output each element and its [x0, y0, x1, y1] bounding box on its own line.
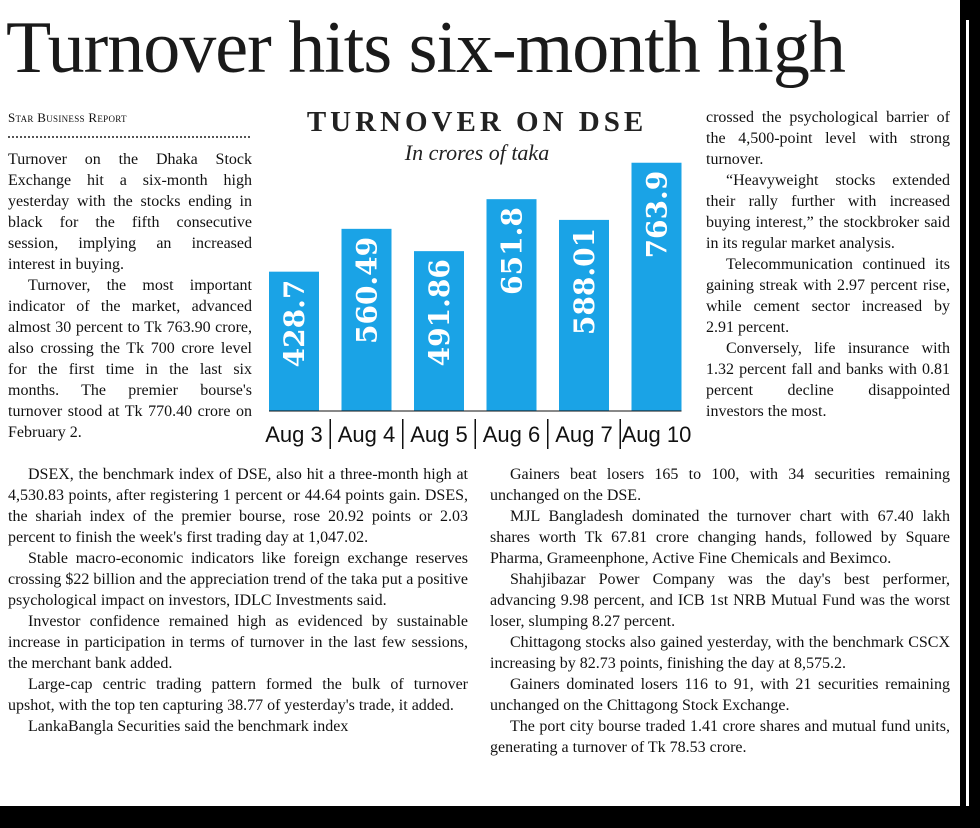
paragraph: Conversely, life insurance with 1.32 percent fall and banks with 0.81 percent decline disappointed investors the most.	[706, 340, 950, 420]
bar-value-label: 428.7	[278, 279, 311, 368]
x-tick-label: Aug 6	[482, 422, 541, 447]
x-tick-label: Aug 4	[337, 422, 396, 447]
bar-value-label: 560.49	[350, 236, 384, 345]
bar-value-label: 491.86	[423, 259, 456, 367]
article-lower-right	[490, 464, 950, 758]
paragraph: Large-cap centric trading pattern formed the bulk of turnover upshot, with the top ten capturing 38.77 of yesterday's trade, it added.	[8, 676, 468, 714]
bar-value-label: 588.01	[568, 227, 601, 336]
paragraph: Investor confidence remained high as evidenced by sustainable increase in participation in terms of turnover in the last few sessions, the merchant bank added.	[8, 613, 468, 672]
paragraph: MJL Bangladesh dominated the turnover chart with 67.40 lakh shares worth Tk 67.81 crore changing hands, followed by Square Pharma, Grameenphone, Active Fine Chemicals and Beximco.	[490, 508, 950, 567]
article-column-3	[706, 107, 950, 422]
article-lower-left	[8, 464, 468, 737]
paragraph: Shahjibazar Power Company was the day's best performer, advancing 9.98 percent, and ICB 1st NRB Mutual Fund was the worst loser, slumping 8.27 percent.	[490, 571, 950, 630]
page-edge-rule	[966, 20, 969, 806]
bar-value-label: 763.9	[640, 170, 674, 259]
headline: Turnover hits six-month high	[6, 7, 845, 89]
paragraph: Stable macro-economic indicators like foreign exchange reserves crossing $22 billion and the appreciation trend of the taka put a positive psychological impact on investors, IDLC Investments said.	[8, 550, 468, 609]
x-tick-label: Aug 10	[621, 422, 692, 447]
byline-divider	[8, 136, 250, 138]
paragraph: Turnover on the Dhaka Stock Exchange hit a six-month high yesterday with the stocks ending in black for the fifth consecutive session, implying an increased interest in buying.	[8, 151, 252, 273]
paragraph: Gainers beat losers 165 to 100, with 34 securities remaining unchanged on the DSE.	[490, 466, 950, 504]
x-tick-label: Aug 3	[265, 422, 323, 447]
paragraph: Telecommunication continued its gaining streak with 2.97 percent rise, while cement sector increased by 2.91 percent.	[706, 256, 950, 336]
byline: Star Business Report	[8, 110, 127, 125]
article-column-1	[8, 149, 252, 443]
paragraph: “Heavyweight stocks extended their rally further with increased buying interest,” the stockbroker said in its regular market analysis.	[706, 172, 950, 252]
x-tick-label: Aug 7	[555, 422, 613, 447]
turnover-bar-chart	[258, 100, 698, 450]
paragraph: DSEX, the benchmark index of DSE, also hit a three-month high at 4,530.83 points, after registering 1 percent or 44.64 points gain. DSES, the shariah index of the premier bourse, rose 20.92 points or 2.03 percent to finish the week's first trading day at 1,047.02.	[8, 466, 468, 546]
paragraph: The port city bourse traded 1.41 crore shares and mutual fund units, generating a turnover of Tk 78.53 crore.	[490, 718, 950, 756]
x-tick-label: Aug 5	[410, 422, 468, 447]
paragraph: Turnover, the most important indicator of the market, advanced almost 30 percent to Tk 763.90 crore, also crossing the Tk 700 crore level for the first time in the last six months. The premier bourse's turnover stood at Tk 770.40 crore on February 2.	[8, 277, 252, 441]
chart-title: TURNOVER ON DSE	[306, 106, 648, 138]
paragraph: crossed the psychological barrier of the 4,500-point level with strong turnover.	[706, 109, 950, 168]
paragraph: Chittagong stocks also gained yesterday, with the benchmark CSCX increasing by 82.73 points, finishing the day at 8,575.2.	[490, 634, 950, 672]
chart-subtitle: In crores of taka	[404, 140, 550, 165]
paragraph: LankaBangla Securities said the benchmark index	[28, 718, 349, 735]
bar-value-label: 651.8	[495, 207, 529, 295]
paragraph: Gainers dominated losers 116 to 91, with 21 securities remaining unchanged on the Chittagong Stock Exchange.	[490, 676, 950, 714]
